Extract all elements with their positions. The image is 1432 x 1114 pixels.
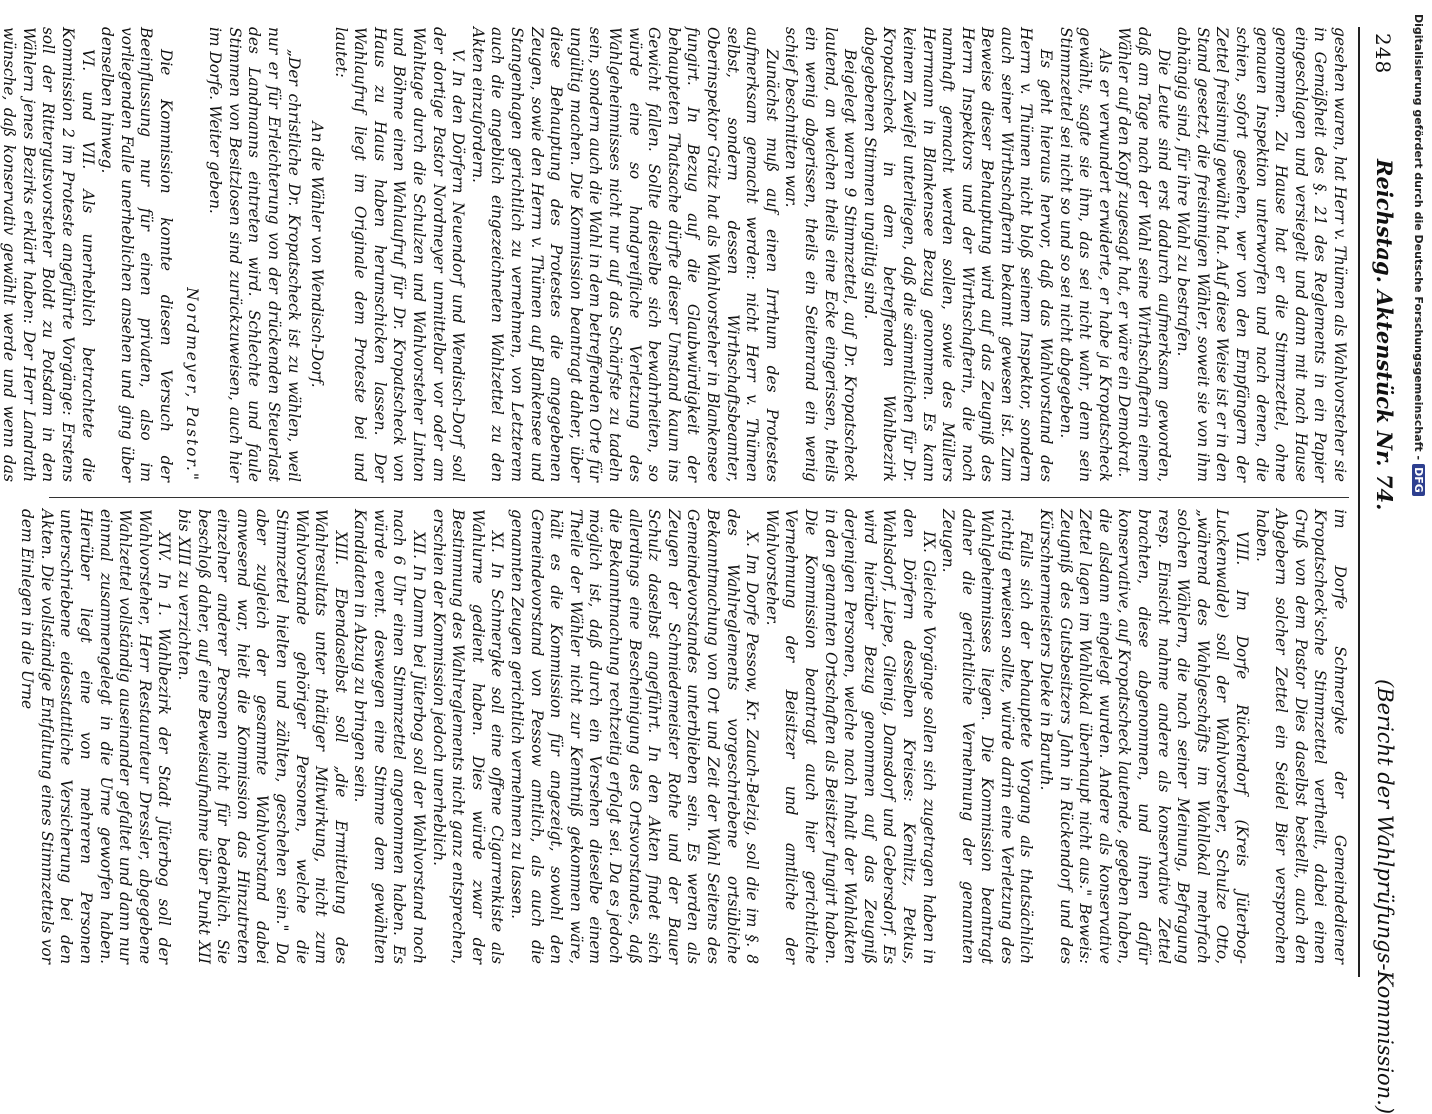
page-header: [1363, 19, 1403, 1114]
right-text-column: [18, 509, 1349, 964]
watermark-text: Digitalisierung gefördert durch die Deutsche Forschungsgemeinschaft -: [1412, 14, 1425, 461]
paragraph: Die Leute sind erst dadurch aufmerksam geworden, daß am Tage nach der Wahl seine Wirthschafterin einem Wähler auf den Kopf zugesagt hat, er wäre ein Demokrat.: [1115, 27, 1173, 482]
header-right-title: (Bericht der Wahlprüfungs-Kommission.): [1373, 679, 1397, 1114]
left-text-column: [0, 27, 1349, 482]
column-divider: [49, 497, 1349, 498]
paragraph: XI. In Schmergke soll eine offene Cigarrenkiste als Wahlurne gedient haben. Dies würde zwar der Bestimmung des Wahlreglements nicht ganz entsprechen, erschien der Kommission jedoch unerheblich.: [429, 509, 507, 964]
page-number: 248: [1371, 33, 1395, 75]
paragraph: Beigelegt waren 9 Stimmzettel, auf Dr. Kropatscheck lautend, an welchen theils eine Ecke eingerissen, theils ein wenig abgerissen, theils ein Seitenrand ein wenig schief beschnitten war.: [782, 27, 860, 482]
paragraph: „Der christliche Dr. Kropatscheck ist zu wählen, weil nur er für Erleichterung von der drückenden Steuerlast des Landmanns eintreten wird. Schlechte und faule Stimmen von Besitzlosen sind zurückzuweisen, auch hier im Dorfe. Weiter geben.: [206, 27, 303, 482]
paragraph: X. Im Dorfe Pessow, Kr. Zauch-Belzig, soll die im §. 8 des Wahlreglements vorgeschriebene ortsübliche Bekanntmachung von Ort und Zeit der Wahl Seitens des Gemeindevorstandes unterblieben sein. Es werden als Zeugen der Schmiedemeister Rothe und der Bauer Schulz daselbst angeführt. In den Akten findet sich allerdings eine Bescheinigung des Ortsvorstandes, daß die Bekanntmachung rechtzeitig erfolgt sei. Da es jedoch möglich ist, daß durch ein Versehen dieselbe einem Theile der Wähler nicht zur Kenntniß gekommen wäre, hält es die Kommission für angezeigt, sowohl den Gemeindevorstand von Pessow amtlich, als auch die genannten Zeugen gerichtlich vernehmen zu lassen.: [508, 509, 762, 964]
rotated-document-page: [0, 19, 1403, 1114]
paragraph: XIII. Ebendaselbst soll „die Ermittelung des Wahlresultats unter thätiger Mitwirkung, nicht zum Wahlvorstande gehöriger Personen, welche die Stimmzettel hielten und zählten, geschehen sein." Da aber zugleich der gesammte Wahlvorstand dabei anwesend war, hielt die Kommission das Hinzutreten einzelner anderer Personen nicht für bedenklich. Sie beschloß daher, auf eine Beweisaufnahme über Punkt XII bis XIII zu verzichten.: [174, 509, 350, 964]
paragraph: IX. Gleiche Vorgänge sollen sich zugetragen haben in den Dörfern desselben Kreises: Kemlitz, Petkus, Wahlsdorf, Liepe, Glienig, Damsdorf und Gebersdorf. Es wird hierüber Bezug genommen auf das Zeugniß derjenigen Personen, welche nach Inhalt der Wahlakten in den genannten Ortschaften als Beisitzer fungirt haben. Die Kommission beantragt auch hier gerichtliche Vernehmung der Beisitzer und amtliche der Wahlvorsteher.: [762, 509, 938, 964]
paragraph: V. In den Dörfern Neuendorf und Wendisch-Dorf soll der dortige Pastor Nordmeyer unmittelbar vor oder am Wahltage durch die Schulzen und Wahlvorsteher Linton und Böhme einen Wahlaufruf für Dr. Kropatscheck von Haus zu Haus haben herumschicken lassen. Der Wahlaufruf liegt im Originale dem Proteste bei und lautet:: [331, 27, 468, 482]
scanned-page-viewport: [0, 14, 1413, 1114]
paragraph: im Dorfe Schmergke der Gemeindediener Kropatscheck'sche Stimmzettel vertheilt, dabei einen Gruß von dem Pastor Dies daselbst bestellt, auch den Abgebern solcher Zettel ein Seidel Bier versprochen haben.: [1252, 509, 1349, 964]
paragraph: gesehen waren, hat Herr v. Thümen als Wahlvorsteher sie in Gemäßheit des §. 21 des Reglements in ein Papier eingeschlagen und versiegelt und dann mit nach Hause genommen. Zu Hause hat er die Stimmzettel, ohne genauen Inspektion unterworfen und nach denen, die schien, sofort gesehen, wer von den Empfängern der Zettel freisinnig gewählt hat. Auf diese Weise ist er in den Stand gesetzt, die freisinnigen Wähler, soweit sie von ihm abhängig sind, für ihre Wahl zu bestrafen.: [1174, 27, 1349, 482]
paragraph: Falls sich der behauptete Vorgang als thatsächlich richtig erweisen sollte, würde darin eine Verletzung des Wahlgeheimnisses liegen. Die Kommission beantragt daher die gerichtliche Vernehmung der genannten Zeugen.: [939, 509, 1036, 964]
paragraph: VI. und VII. Als unerheblich betrachtete die Kommission 2 im Proteste angeführte Vorgänge: Erstens soll der Rittergutsvorsteher Boldt zu Potsdam in den Wählern jenes Bezirks erklärt haben: Der Herr Landrath wünsche, daß konservativ gewählt werde und wenn das: [0, 27, 97, 482]
paragraph: XII. In Damm bei Jüterbog soll der Wahlvorstand noch nach 6 Uhr einen Stimmzettel angenommen haben. Es würde event. deswegen eine Stimme dem gewählten Kandidaten in Abzug zu bringen sein.: [351, 509, 429, 964]
paragraph: An die Wähler von Wendisch-Dorf.: [308, 121, 327, 388]
dfg-watermark: [1408, 14, 1430, 986]
paragraph: Zunächst muß auf einen Irrthum des Protestes aufmerksam gemacht werden: nicht Herr v. Thümen selbst, sondern dessen Wirthschaftsbeamter, Oberinspektor Grätz hat als Wahlvorsteher in Blankensee fungirt. In Bezug auf die Glaubwürdigkeit der behaupteten Thatsache dürfte dieser Umstand kaum ins Gewicht fallen. Sollte dieselbe sich bewahrheiten, so würde eine so handgreifliche Verletzung des Wahlgeheimnisses nicht nur auf das Schärfste zu tadeln sein, sondern auch die Wahl in dem betreffenden Orte für ungültig machen. Die Kommission beantragt daher, über diese Behauptung des Protestes die angegebenen Zeugen, sowie den Herrn v. Thümen auf Blankensee und Stangenhagen gerichtlich zu vernehmen, von Letzterem auch die angeblich eingezeichneten Wahlzettel zu den Akten einzufordern.: [468, 27, 781, 482]
paragraph: Als er verwundert erwiderte, er habe ja Kropatscheck gewählt, sagte sie ihm, das sei nicht wahr, denn sein Stimmzettel sei nicht so und so sei nicht abgegeben.: [1056, 27, 1114, 482]
paragraph: VIII. Im Dorfe Rückendorf (Kreis Jüterbog-Luckenwalde) soll der Wahlvorsteher, Schulze Otto, „während des Wahlgeschäfts im Wahllokal mehrfach solchen Wählern, die nach seiner Meinung, Befragung resp. Einsicht nahme andere als konservative Zettel brachten, diese abgenommen, und ihnen dafür konservative, auf Kropatscheck lautende, gegeben haben, die alsdann eingelegt wurden. Andere als konservative Zettel lagen im Wahllokal überhaupt nicht aus." Beweis: Zeugniß des Gutsbesitzers Jahn in Rückendorf und des Kürschnermeisters Dieke in Baruth.: [1037, 509, 1252, 964]
paragraph: Nordmeyer, Pastor.": [182, 287, 201, 482]
dfg-logo: DFG: [1412, 464, 1425, 496]
header-rule: [1358, 27, 1360, 977]
header-left-title: Reichstag. Aktenstück Nr. 74.: [1372, 159, 1397, 511]
paragraph: XIV. In 1. Wahlbezirk der Stadt Jüterbog soll der Wahlvorsteher, Herr Restaurateur Dressler, abgegebene Wahlzettel vollständig auseinander gefaltet und dann nur einmal zusammengelegt in die Urne geworfen haben. Hierüber liegt eine von mehreren Personen unterschriebene eidesstattliche Versicherung bei den Akten. Die vollständige Entfaltung eines Stimmzettels vor dem Einlegen in die Urne: [18, 509, 174, 964]
paragraph: Die Kommission konnte diesen Versuch der Beeinflussung nur für einen privaten, also im vorliegenden Falle unerheblichen ansehen und ging über denselben hinweg.: [98, 27, 175, 482]
paragraph: Es geht hieraus hervor, daß das Wahlvorstand des Herrn v. Thümen nicht bloß seinem Inspektor, sondern auch seiner Wirthschafterin bekannt gewesen ist. Zum Beweise dieser Behauptung wird auf das Zeugniß des Herrn Inspektors und der Wirthschafterin, die noch namhaft gemacht werden sollen, sowie des Müllers Herrmann in Blankensee Bezug genommen. Es kann keinem Zweifel unterliegen, daß die sämmtlichen für Dr. Kropatscheck in dem betreffenden Wahlbezirk abgegebenen Stimmen ungültig sind.: [860, 27, 1056, 482]
